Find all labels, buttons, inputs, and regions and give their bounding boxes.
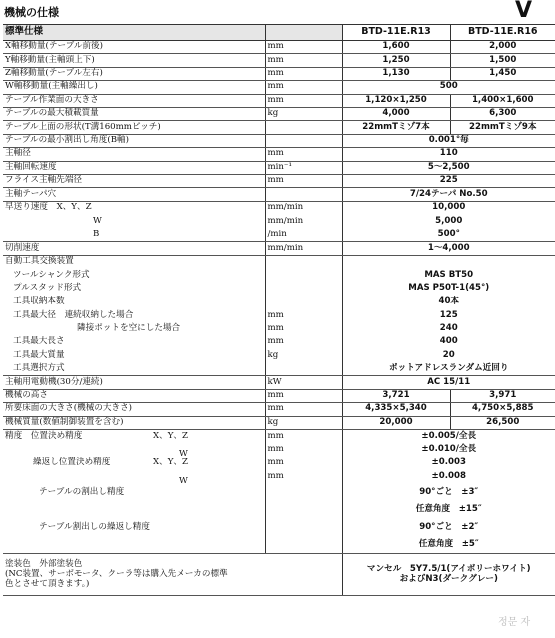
table-row	[3, 228, 555, 242]
spec-value-r13: 20,000	[342, 416, 450, 429]
atc-item-value: 40本	[342, 296, 555, 309]
table-row	[3, 443, 555, 457]
spec-value-r16: 4,750×5,885	[450, 403, 555, 416]
spec-label: 所要床面の大きさ(機械の大きさ)	[3, 403, 265, 416]
table-row	[3, 161, 555, 174]
table-row	[3, 148, 555, 161]
atc-item-unit: mm	[265, 322, 342, 335]
accuracy-value: 任意角度 ±15″	[342, 501, 555, 519]
spec-value-r13: 3,721	[342, 389, 450, 402]
rapid-value: 5,000	[342, 215, 555, 229]
spec-unit: mm	[265, 148, 342, 161]
atc-item-label: ツールシャンク形式	[13, 269, 90, 280]
atc-item-label: 工具最大長さ	[13, 336, 65, 347]
paint-label-line: (NC装置、サーボモータ、クーラ等は購入先メーカの標準	[5, 568, 228, 579]
atc-item-label: 隣接ポットを空にした場合	[77, 323, 181, 334]
paint-value-line: マンセル 5Y7.5/1(アイボリーホワイト)	[366, 563, 531, 574]
header-model-r13: BTD-11E.R13	[342, 25, 450, 41]
spec-label: テーブルの最大積載質量	[3, 107, 265, 120]
accuracy-value: ±0.003	[342, 457, 555, 471]
rapid-label	[3, 228, 265, 242]
spec-value: AC 15/11	[342, 376, 555, 389]
table-row	[3, 362, 555, 375]
watermark: 정문 자	[498, 617, 531, 628]
accuracy-axis: W	[179, 448, 188, 457]
accuracy-sublabel: テーブル割出しの繰返し精度	[39, 521, 150, 532]
table-row	[3, 389, 555, 402]
accuracy-label	[3, 429, 265, 443]
atc-item-label: 工具最大径 連続収納した場合	[13, 309, 134, 320]
spec-label: Z軸移動量(テーブル左右)	[3, 67, 265, 80]
accuracy-value: ±0.010/全長	[342, 443, 555, 457]
table-row	[3, 416, 555, 429]
spec-label: Y軸移動量(主軸頭上下)	[3, 54, 265, 67]
table-row	[3, 554, 555, 596]
atc-item-value: 20	[342, 349, 555, 362]
accuracy-unit	[265, 484, 342, 502]
table-row	[3, 376, 555, 389]
atc-item-value: ポットアドレスランダム近回り	[342, 362, 555, 375]
accuracy-sublabel: テーブルの割出し精度	[39, 486, 125, 497]
rapid-unit: /min	[265, 228, 342, 242]
spec-label: 機械の高さ	[3, 389, 265, 402]
spec-unit: mm	[265, 54, 342, 67]
table-row	[3, 322, 555, 335]
atc-item-unit	[265, 362, 342, 375]
atc-item-unit	[265, 282, 342, 295]
paint-value-line: およびN3(ダークグレー)	[399, 573, 498, 584]
spec-value-r16: 22mmTミゾ9本	[450, 121, 555, 134]
spec-value-r16: 1,400×1,600	[450, 94, 555, 107]
accuracy-title: 精度 位置決め精度	[5, 430, 83, 441]
spec-value-r13: 4,335×5,340	[342, 403, 450, 416]
spec-unit: mm	[265, 403, 342, 416]
table-row	[3, 242, 555, 255]
spec-unit: mm	[265, 41, 342, 54]
atc-item-value: 125	[342, 309, 555, 322]
accuracy-unit	[265, 501, 342, 519]
accuracy-unit	[265, 536, 342, 554]
spec-value-r16: 1,500	[450, 54, 555, 67]
spec-table	[3, 24, 555, 596]
spec-unit: mm/min	[265, 242, 342, 255]
spec-value-r16: 26,500	[450, 416, 555, 429]
table-row	[3, 336, 555, 349]
accuracy-label	[3, 443, 265, 457]
accuracy-unit: mm	[265, 429, 342, 443]
spec-label: 主軸用電動機(30分/連続)	[3, 376, 265, 389]
spec-value-r13: 1,120×1,250	[342, 94, 450, 107]
spec-value: 500	[342, 81, 555, 94]
accuracy-axis: W	[179, 476, 188, 484]
spec-unit: mm	[265, 94, 342, 107]
accuracy-label	[3, 536, 265, 554]
accuracy-value: ±0.005/全長	[342, 429, 555, 443]
table-row	[3, 296, 555, 309]
accuracy-label	[3, 519, 265, 537]
accuracy-unit: mm	[265, 457, 342, 471]
spec-label: テーブル作業面の大きさ	[3, 94, 265, 107]
table-row	[3, 501, 555, 519]
table-header	[3, 25, 555, 41]
spec-label: 切削速度	[3, 242, 265, 255]
rapid-axis: B	[93, 228, 100, 239]
spec-unit: kg	[265, 107, 342, 120]
atc-item-unit: mm	[265, 309, 342, 322]
spec-value: 1～4,000	[342, 242, 555, 255]
table-row	[3, 457, 555, 471]
spec-unit: mm	[265, 174, 342, 187]
page-title: 機械の仕様	[4, 6, 59, 19]
spec-value-r16: 3,971	[450, 389, 555, 402]
atc-item-label: 工具最大質量	[13, 349, 65, 360]
accuracy-unit	[265, 519, 342, 537]
accuracy-value: ±0.008	[342, 470, 555, 484]
table-row	[3, 255, 555, 268]
table-row	[3, 282, 555, 295]
paint-value	[342, 554, 555, 596]
spec-value: 0.001°毎	[342, 134, 555, 147]
table-row	[3, 536, 555, 554]
atc-item-unit: kg	[265, 349, 342, 362]
atc-title: 自動工具交換装置	[5, 256, 74, 267]
spec-value-r13: 1,130	[342, 67, 450, 80]
accuracy-label	[3, 484, 265, 502]
rapid-label	[3, 215, 265, 229]
spec-label: X軸移動量(テーブル前後)	[3, 41, 265, 54]
spec-unit: mm	[265, 389, 342, 402]
spec-unit: kW	[265, 376, 342, 389]
spec-unit: kg	[265, 416, 342, 429]
accuracy-axis: X、Y、Z	[153, 457, 188, 468]
accuracy-label	[3, 501, 265, 519]
accuracy-label	[3, 457, 265, 471]
spec-value-r13: 22mmTミゾ7本	[342, 121, 450, 134]
paint-label-line: 塗装色 外部塗装色	[5, 559, 83, 569]
rapid-axis: X、Y、Z	[56, 202, 92, 213]
spec-unit	[265, 188, 342, 201]
accuracy-axis: X、Y、Z	[153, 430, 188, 441]
table-row	[3, 309, 555, 322]
spec-value-r13: 4,000	[342, 107, 450, 120]
spec-unit: min⁻¹	[265, 161, 342, 174]
spec-unit	[265, 134, 342, 147]
paint-label	[3, 554, 342, 596]
spec-unit: mm	[265, 81, 342, 94]
atc-item-label: 工具収納本数	[13, 296, 65, 307]
accuracy-unit: mm	[265, 470, 342, 484]
table-row	[3, 121, 555, 134]
accuracy-value: 90°ごと ±2″	[342, 519, 555, 537]
rapid-label	[3, 201, 265, 215]
accuracy-value: 90°ごと ±3″	[342, 484, 555, 502]
rapid-unit: mm/min	[265, 201, 342, 215]
atc-value	[342, 255, 555, 268]
table-row	[3, 188, 555, 201]
table-row	[3, 484, 555, 502]
table-row	[3, 94, 555, 107]
spec-value-r16: 1,450	[450, 67, 555, 80]
spec-value: 7/24テーパ No.50	[342, 188, 555, 201]
table-row	[3, 269, 555, 282]
table-row	[3, 215, 555, 229]
spec-label: 主軸テーパ穴	[3, 188, 265, 201]
atc-item-unit	[265, 269, 342, 282]
table-row	[3, 519, 555, 537]
spec-value-r16: 2,000	[450, 41, 555, 54]
spec-value: 225	[342, 174, 555, 187]
spec-unit	[265, 121, 342, 134]
table-row	[3, 429, 555, 443]
table-row	[3, 349, 555, 362]
rapid-value: 500°	[342, 228, 555, 242]
atc-item-value: MAS P50T-1(45°)	[342, 282, 555, 295]
rapid-axis: W	[93, 215, 102, 226]
accuracy-unit: mm	[265, 443, 342, 457]
spec-value-r16: 6,300	[450, 107, 555, 120]
spec-value-r13: 1,600	[342, 41, 450, 54]
atc-item-unit	[265, 296, 342, 309]
table-row	[3, 41, 555, 54]
accuracy-value: 任意角度 ±5″	[342, 536, 555, 554]
spec-label: テーブル上面の形状(T溝160mmピッチ)	[3, 121, 265, 134]
header-model-r16: BTD-11E.R16	[450, 25, 555, 41]
paint-label-line: 色とさせて頂きます。)	[5, 578, 90, 589]
table-row	[3, 67, 555, 80]
table-row	[3, 470, 555, 484]
spec-label: 機械質量(数値制御装置を含む)	[3, 416, 265, 429]
table-row	[3, 81, 555, 94]
spec-unit: mm	[265, 67, 342, 80]
header-label: 標準仕様	[3, 25, 265, 41]
table-row	[3, 107, 555, 120]
table-row	[3, 134, 555, 147]
rapid-title: 早送り速度	[5, 202, 48, 213]
check-mark: V	[515, 0, 533, 23]
spec-value-r13: 1,250	[342, 54, 450, 67]
table-row	[3, 403, 555, 416]
atc-item-unit: mm	[265, 336, 342, 349]
table-row	[3, 201, 555, 215]
spec-value: 110	[342, 148, 555, 161]
spec-label: フライス主軸先端径	[3, 174, 265, 187]
table-row	[3, 174, 555, 187]
atc-unit	[265, 255, 342, 268]
accuracy-sublabel: 繰返し位置決め精度	[33, 457, 111, 468]
rapid-unit: mm/min	[265, 215, 342, 229]
atc-item-value: MAS BT50	[342, 269, 555, 282]
spec-label: W軸移動量(主軸繰出し)	[3, 81, 265, 94]
atc-item-value: 400	[342, 336, 555, 349]
table-row	[3, 54, 555, 67]
atc-item-label: プルスタッド形式	[13, 282, 82, 293]
spec-label: 主軸径	[3, 148, 265, 161]
spec-label: テーブルの最小割出し角度(B軸)	[3, 134, 265, 147]
spec-value: 5～2,500	[342, 161, 555, 174]
atc-item-value: 240	[342, 322, 555, 335]
rapid-value: 10,000	[342, 201, 555, 215]
spec-label: 主軸回転速度	[3, 161, 265, 174]
atc-item-label: 工具選択方式	[3, 362, 265, 375]
accuracy-label	[3, 470, 265, 484]
